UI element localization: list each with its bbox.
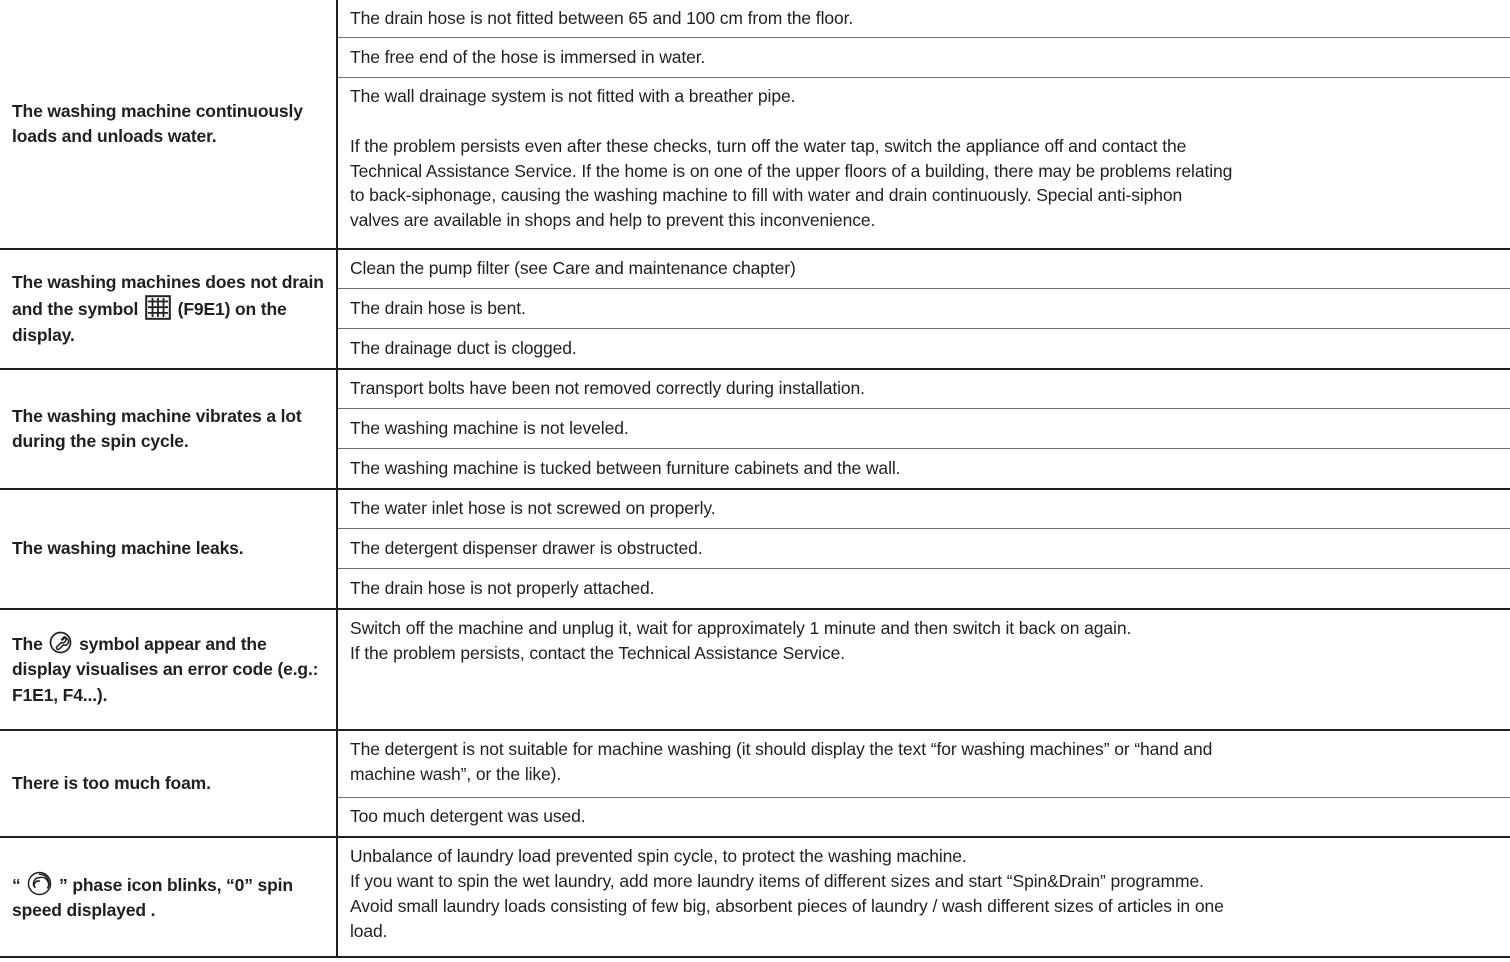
cause-row [338,250,1510,289]
cause-text-blank [350,109,1498,134]
problem-cell [0,731,338,836]
causes-column [338,370,1510,488]
causes-column [338,610,1510,729]
cause-row [338,798,1510,836]
table-section [0,731,1510,838]
cause-row [338,569,1510,608]
cause-text: load. [350,920,388,941]
cause-text: The drain hose is not fitted between 65 and 100 cm from the floor. [350,7,854,28]
table-section [0,838,1510,958]
problem-text-prefix: “ [12,874,26,895]
problem-label [12,771,211,796]
problem-text-suffix: symbol appear and the display visualises an error code (e.g.: F1E1, F4...). [12,633,319,705]
problem-text-suffix: (F9E1) on the display. [12,299,287,345]
problem-cell [0,250,338,368]
cause-text: If the problem persists even after these checks, turn off the water tap, switch the appliance off and contact the [350,135,1187,156]
cause-text: The free end of the hose is immersed in water. [350,46,706,67]
problem-cell [0,610,338,729]
cause-row [338,838,1510,956]
problem-text-prefix: The washing machine vibrates a lot during the spin cycle. [12,405,302,451]
filter-grid-icon [145,295,171,320]
cause-text: Too much detergent was used. [350,806,586,827]
cause-text: The drain hose is not properly attached. [350,577,655,598]
cause-row [338,329,1510,368]
table-section [0,370,1510,490]
causes-column [338,250,1510,368]
table-section [0,610,1510,731]
cause-text: valves are available in shops and help to prevent this inconvenience. [350,210,876,231]
cause-text: Transport bolts have been not removed correctly during installation. [350,378,865,399]
cause-text: The detergent is not suitable for machine washing (it should display the text “for washing machines” or “hand and [350,739,1213,759]
problem-label [12,404,326,455]
service-wrench-icon [49,631,72,654]
causes-column [338,0,1510,248]
problem-text-prefix: The washing machine continuously loads and unloads water. [12,100,303,146]
problem-cell [0,370,338,488]
problem-label [12,631,326,708]
problem-text-prefix: The washing machines does not drain and the symbol [12,271,324,320]
problem-label [12,99,326,150]
cause-text: The washing machine is not leveled. [350,417,629,438]
cause-row [338,610,1510,729]
table-section [0,490,1510,610]
cause-row [338,409,1510,449]
cause-row [338,38,1510,78]
cause-text: machine wash”, or the like). [350,763,562,784]
problem-cell [0,490,338,608]
cause-text: Clean the pump filter (see Care and maintenance chapter) [350,258,796,279]
cause-text: to back-siphonage, causing the washing machine to fill with water and drain continuously. Special anti-siphon [350,185,1183,206]
table-section [0,250,1510,370]
table-section [0,0,1510,250]
problem-label [12,536,243,561]
cause-text: The water inlet hose is not screwed on properly. [350,498,716,519]
cause-text: Switch off the machine and unplug it, wait for approximately 1 minute and then switch it back on again. [350,618,1132,638]
causes-column [338,490,1510,608]
problem-text-prefix: The washing machine leaks. [12,538,244,559]
cause-text: Avoid small laundry loads consisting of few big, absorbent pieces of laundry / wash different sizes of articles in one [350,895,1224,916]
problem-label [12,871,326,924]
cause-row [338,78,1510,248]
problem-cell [0,838,338,956]
cause-text: The detergent dispenser drawer is obstructed. [350,537,703,558]
causes-column [338,731,1510,836]
cause-row [338,490,1510,529]
cause-text: The wall drainage system is not fitted with a breather pipe. [350,86,796,106]
cause-text: If you want to spin the wet laundry, add more laundry items of different sizes and start “Spin&Drain” programme. [350,870,1204,891]
cause-row [338,0,1510,38]
problem-label [12,270,326,348]
cause-row [338,731,1510,798]
problem-text-prefix: There is too much foam. [12,772,211,793]
cause-row [338,289,1510,329]
cause-text: The washing machine is tucked between furniture cabinets and the wall. [350,457,901,478]
cause-text: The drainage duct is clogged. [350,337,577,358]
cause-row [338,449,1510,488]
problem-cell [0,0,338,248]
problem-text-suffix: ” phase icon blinks, “0” spin speed displayed . [12,874,293,920]
spin-spiral-icon [27,871,52,896]
cause-text: Technical Assistance Service. If the home is on one of the upper floors of a building, there may be problems relating [350,160,1233,181]
problem-text-prefix: The [12,633,48,654]
causes-column [338,838,1510,956]
cause-text: If the problem persists, contact the Technical Assistance Service. [350,642,845,663]
cause-text: The drain hose is bent. [350,297,526,318]
cause-row [338,529,1510,569]
cause-text: Unbalance of laundry load prevented spin cycle, to protect the washing machine. [350,846,967,866]
cause-row [338,370,1510,409]
